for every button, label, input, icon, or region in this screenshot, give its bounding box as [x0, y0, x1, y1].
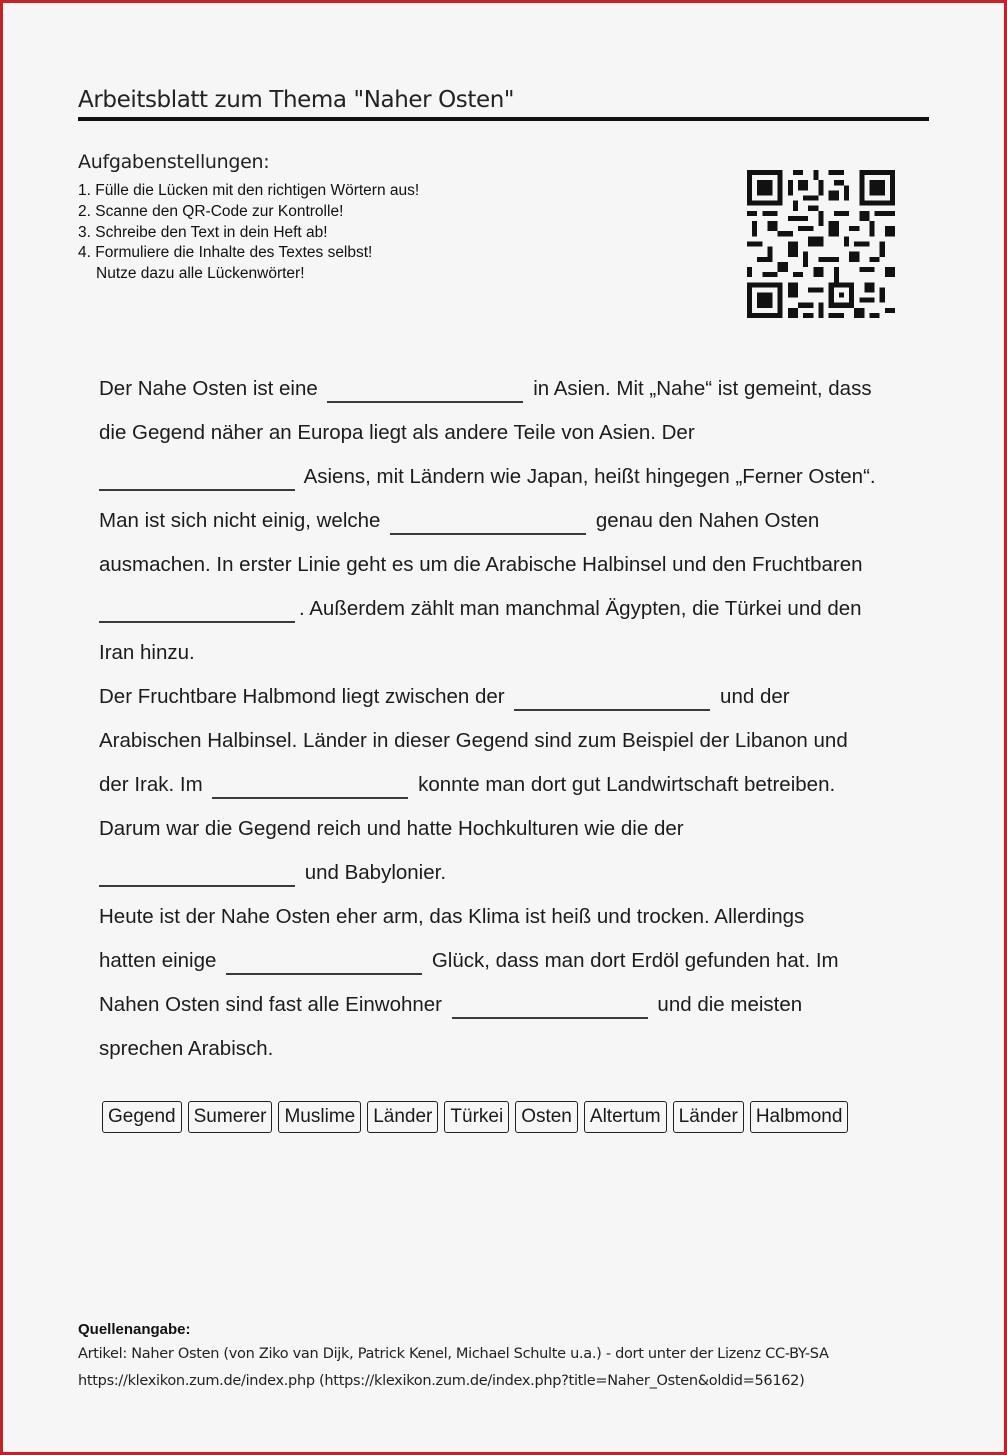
text-fragment: Der Fruchtbare Halbmond liegt zwischen der [99, 685, 505, 708]
text-fragment: hatten einige [99, 949, 217, 972]
text-fragment: Glück, dass man dort Erdöl gefunden hat. Im [431, 949, 839, 972]
word-chip[interactable]: Altertum [584, 1101, 667, 1133]
text-fragment: und Babylonier. [304, 861, 447, 884]
text-fragment: Nahen Osten sind fast alle Einwohner [99, 993, 443, 1016]
worksheet-page [3, 3, 1004, 1452]
word-chip[interactable]: Osten [515, 1101, 578, 1133]
blank-gap[interactable] [99, 595, 295, 623]
word-chip[interactable]: Gegend [102, 1101, 182, 1133]
blank-gap[interactable] [452, 991, 648, 1019]
page-title: Arbeitsblatt zum Thema "Naher Osten" [78, 87, 515, 113]
text-fragment: Arabischen Halbinsel. Länder in dieser Gegend sind zum Beispiel der Libanon und [99, 729, 848, 752]
blank-gap[interactable] [99, 859, 295, 887]
blank-gap[interactable] [226, 947, 422, 975]
task-list [78, 181, 419, 285]
word-chip[interactable]: Halbmond [750, 1101, 849, 1133]
text-fragment: sprechen Arabisch. [99, 1037, 274, 1060]
source-line: Artikel: Naher Osten (von Ziko van Dijk, Patrick Kenel, Michael Schulte u.a.) - dort unter der Lizenz CC-BY-SA [78, 1346, 829, 1362]
sources [78, 1319, 978, 1395]
cloze-paragraph [99, 367, 929, 675]
text-fragment: die Gegend näher an Europa liegt als andere Teile von Asien. Der [99, 421, 695, 444]
text-fragment: und der [720, 685, 790, 708]
source-line: https://klexikon.zum.de/index.php (https://klexikon.zum.de/index.php?title=Naher_Osten&oldid=56162) [78, 1373, 805, 1389]
word-chip[interactable]: Sumerer [188, 1101, 273, 1133]
text-fragment: in Asien. Mit „Nahe“ ist gemeint, dass [533, 377, 872, 400]
cloze-paragraph [99, 895, 929, 1071]
blank-gap[interactable] [327, 375, 523, 403]
text-fragment: konnte man dort gut Landwirtschaft betreiben. [418, 773, 836, 796]
text-fragment: und die meisten [657, 993, 803, 1016]
title-underline [78, 117, 929, 121]
cloze-paragraph [99, 675, 929, 895]
task-item: 2. Scanne den QR-Code zur Kontrolle! [78, 202, 344, 220]
text-fragment: . Außerdem zählt man manchmal Ägypten, die Türkei und den [299, 597, 862, 620]
tasks-heading: Aufgabenstellungen: [78, 151, 270, 173]
blank-gap[interactable] [514, 683, 710, 711]
qr-code-icon [747, 168, 895, 320]
sources-heading: Quellenangabe: [78, 1321, 191, 1338]
word-bank [102, 1101, 848, 1133]
text-fragment: Iran hinzu. [99, 641, 195, 664]
task-item: 1. Fülle die Lücken mit den richtigen Wörtern aus! [78, 182, 420, 199]
blank-gap[interactable] [390, 507, 586, 535]
word-chip[interactable]: Türkei [444, 1101, 509, 1133]
text-fragment: Heute ist der Nahe Osten eher arm, das Klima ist heiß und trocken. Allerdings [99, 905, 805, 928]
word-chip[interactable]: Länder [367, 1101, 438, 1133]
text-fragment: Darum war die Gegend reich und hatte Hochkulturen wie die der [99, 817, 684, 840]
text-fragment: genau den Nahen Osten [595, 509, 820, 532]
blank-gap[interactable] [99, 463, 295, 491]
text-fragment: ausmachen. In erster Linie geht es um die Arabische Halbinsel und den Fruchtbaren [99, 553, 863, 576]
word-chip[interactable]: Länder [673, 1101, 744, 1133]
text-fragment: Der Nahe Osten ist eine [99, 377, 318, 400]
text-fragment: der Irak. Im [99, 773, 203, 796]
text-fragment: Asiens, mit Ländern wie Japan, heißt hingegen „Ferner Osten“. [303, 465, 876, 488]
blank-gap[interactable] [212, 771, 408, 799]
word-chip[interactable]: Muslime [278, 1101, 361, 1133]
task-item: 4. Formuliere die Inhalte des Textes selbst! [78, 244, 373, 262]
text-fragment: Man ist sich nicht einig, welche [99, 509, 381, 532]
task-item: Nutze dazu alle Lückenwörter! [96, 265, 305, 283]
task-item: 3. Schreibe den Text in dein Heft ab! [78, 223, 328, 241]
cloze-text [99, 367, 929, 1071]
